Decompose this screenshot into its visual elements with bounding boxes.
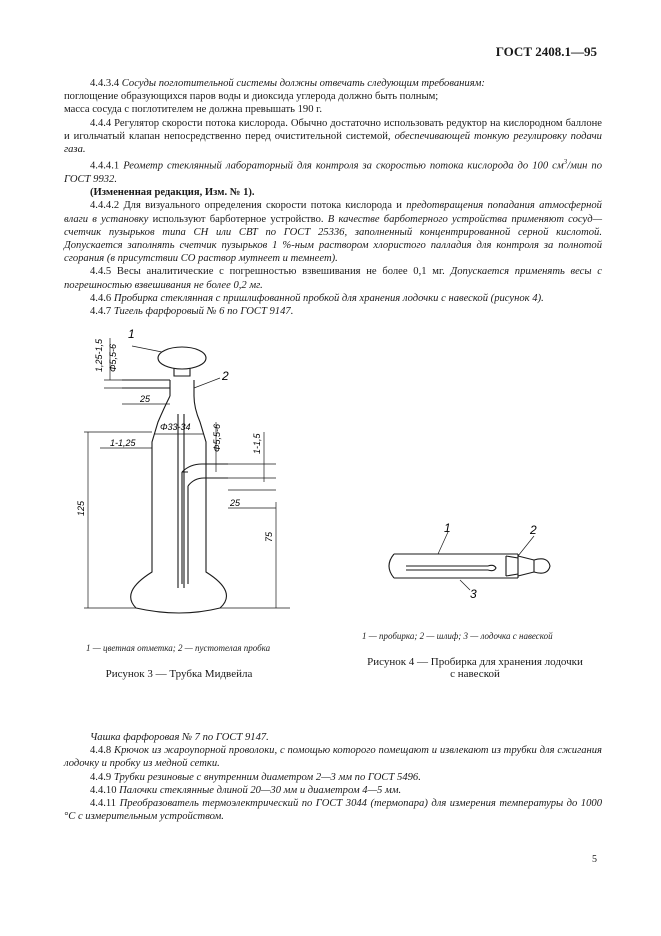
figure3-dim: 75: [264, 531, 274, 542]
figure3-dim: 25: [230, 498, 241, 508]
clause-text-italic: Допускается применять весы с погрешностью взвешивания не более 0,2 мг.: [64, 266, 602, 291]
outlet-tube: [182, 464, 228, 584]
clause-number: 4.4.7: [90, 305, 112, 317]
clause-number: 4.4.11: [90, 798, 117, 810]
clause-text-italic: обеспечивающей тонкую регулировку подачи газа.: [64, 130, 602, 156]
inlet-tube: [122, 380, 194, 396]
clause-text: 4.4.5 Весы аналитические с погрешностью взвешивания не более 0,1 мг.: [90, 266, 445, 278]
clause-text-italic: В качестве барботерного устройства применяют сосуд—счетчик пузырьков типа СН или СВТ по ГОСТ 25336, заполненный концентрированной серной кислотой. Допускается заполнять счетчик пузырьков 1 %-ным раствором хлористого палладия для контроля за полнотой сгорания (в присутствии СО раствор мутнеет и темнеет).: [64, 213, 602, 265]
paragraph: Чашка фарфоровая № 7 по ГОСТ 9147.: [90, 732, 269, 743]
figure3-dim: Φ5,5-6: [212, 423, 222, 452]
figure3-dim: Φ33-34: [160, 422, 191, 432]
figure3-dim: 1-1,25: [110, 438, 136, 448]
page-number: 5: [592, 854, 597, 865]
clause-text-italic: Палочки стеклянные длиной 20—30 мм и диаметром 4—5 мм.: [119, 784, 402, 796]
clause-text-italic: Крючок из жароупорной проволоки, с помощью которого помещают и извлекают из трубки для сжигания лодочку и пробку из медной сетки.: [64, 745, 602, 770]
clause-text: Сосуды поглотительной системы должны отвечать следующим требованиям:: [121, 78, 485, 89]
paragraph: поглощение образующихся паров воды и диоксида углерода должно быть полным;: [64, 91, 439, 103]
clause-number: 4.4.9: [90, 771, 112, 783]
document-header: ГОСТ 2408.1—95: [495, 44, 597, 59]
dimension-line: [220, 502, 290, 608]
figure3-dim: Φ5,5-6: [108, 343, 118, 372]
leader-line: [438, 532, 448, 554]
ground-joint: [506, 554, 518, 578]
hollow-stopper: [158, 347, 206, 369]
figure4-caption-line: с навеской: [450, 668, 500, 680]
clause-text-italic: Тигель фарфоровый № 6 по ГОСТ 9147.: [113, 305, 294, 317]
figure3-dim: 25: [140, 394, 151, 404]
clause-text-italic: Трубки резиновые с внутренним диаметром 2—3 мм по ГОСТ 5496.: [113, 771, 421, 783]
clause-text-italic: Пробирка стеклянная с пришлифованной пробкой для хранения лодочки с навеской (рисунок 4).: [113, 292, 544, 304]
clause-number: 4.4.10: [90, 784, 117, 796]
clause-text: 4.4.4 Регулятор скорости потока кислорода. Обычно достаточно использовать редуктор на кислородном баллоне и игольчатый клапан непосредственно перед очистительной системой,: [64, 117, 602, 142]
figure3-caption: Рисунок 3 — Трубка Мидвейла: [105, 668, 253, 680]
figure3-dim: 1-1,5: [252, 433, 262, 454]
superscript: 3: [563, 158, 568, 167]
boat: [406, 565, 496, 570]
clause-number: 4.4.3.4: [90, 78, 120, 89]
figure3-legend: 1 — цветная отметка; 2 — пустотелая пробка: [86, 643, 271, 653]
leader-line: [518, 536, 534, 556]
lower-text-block: [64, 731, 602, 823]
leader-line: [194, 378, 220, 388]
leader-line: [460, 580, 470, 590]
clause-text-italic: /мин по ГОСТ 9932.: [64, 160, 603, 185]
clause-text-italic: предотвращения попадания атмосферной влаги в установку: [64, 200, 602, 225]
clause-text: используют барботерное устройство.: [152, 213, 324, 225]
inner-tube: [178, 414, 184, 588]
clause-text-italic: Реометр стеклянный лабораторный для контроля за скоростью потока кислорода до 100 см: [123, 160, 564, 172]
figure3-drawing: [70, 322, 330, 622]
upper-text-block: [64, 77, 602, 318]
paragraph: масса сосуда с поглотителем не должна превышать 190 г.: [64, 104, 322, 116]
stopper: [518, 556, 550, 576]
figure4-legend: 1 — пробирка; 2 — шлиф; 3 — лодочка с навеской: [362, 631, 553, 641]
clause-number: 4.4.4.1: [90, 160, 120, 172]
figure4-label-1: 1: [444, 521, 451, 535]
dimension-line: [84, 432, 152, 608]
amendment-note: (Измененная редакция, Изм. № 1).: [90, 187, 255, 199]
figure3-label-1: 1: [128, 327, 135, 341]
figure3-label-2: 2: [222, 369, 229, 383]
figure4-caption-line: Рисунок 4 — Пробирка для хранения лодочки: [367, 656, 583, 668]
figure4-drawing: [378, 520, 578, 610]
figure3-dim: 1,25-1,5: [94, 338, 104, 372]
tube-bottom: [389, 554, 394, 578]
figure3-dim: 125: [76, 500, 86, 516]
figure4-label-2: 2: [530, 523, 537, 537]
clause-text-italic: Преобразователь термоэлектрический по ГОСТ 3044 (термопара) для измерения температуры до 1000 °С с измерительным устройством.: [64, 798, 602, 823]
dimension-line: [216, 422, 276, 482]
clause-text: 4.4.4.2 Для визуального определения скорости потока кислорода и: [90, 200, 402, 212]
figure4-label-3: 3: [470, 587, 477, 601]
clause-number: 4.4.8: [90, 745, 112, 757]
figure4-caption: [350, 656, 600, 680]
clause-number: 4.4.6: [90, 292, 112, 304]
leader-line: [132, 346, 162, 352]
